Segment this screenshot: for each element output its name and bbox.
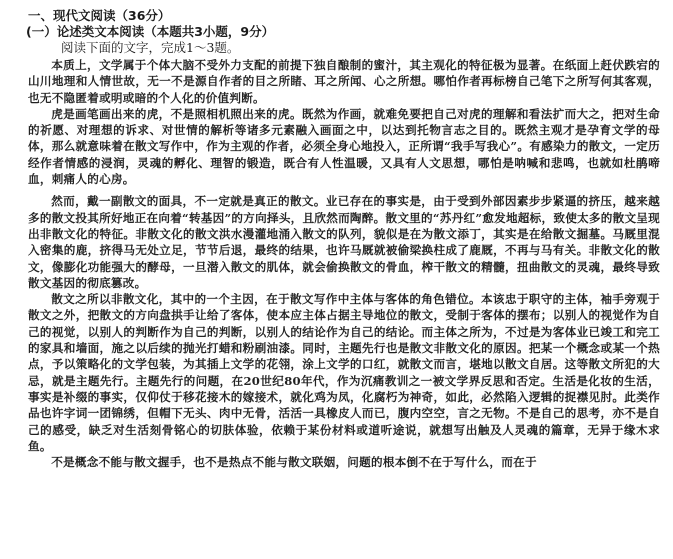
reading-instruction: 阅读下面的文字，完成1～3题。	[61, 40, 240, 55]
paragraph-5: 不是概念不能与散文握手，也不是热点不能与散文联姻，问题的根本倒不在于写什么，而在于	[51, 455, 537, 470]
article-body	[28, 57, 660, 470]
section-heading: 一、现代文阅读（36分）	[28, 8, 171, 23]
paragraph-2: 虎是画笔画出来的虎，不是照相机照出来的虎。既然为作画，就难免要把自己对虎的理解和看法扩而大之，把对生命的祈愿、对理想的诉求、对世情的解析等诸多元素融入画面之中，以达到托物言志之目的。既然主观才是孕育文学的母体，那么就意味着在散文写作中，作为主观的作者，必须全身心地投入，正所谓“我手写我心”。有感染力的散文，一定历经作者情感的浸润，灵魂的孵化、理智的锻造，既合有人性温暖，又具有人文思想，哪怕是呐喊和悲鸣，也就如杜鹃啼血，刺痛人的心房。	[28, 106, 660, 187]
paragraph-4: 散文之所以非散文化，其中的一个主因，在于散文写作中主体与客体的角色错位。本该忠于职守的主体，袖手旁观于散文之外，把散文的方向盘拱手让给了客体，使本应主体占据主导地位的散文，受制于客体的摆布；以别人的视觉作为自己的视觉，以别人的判断作为自己的判断，以别人的结论作为自己的结论。而主体之所为，不过是为客体业已竣工和完工的家具和墙面，施之以后续的抛光打蜡和粉刷油漆。同时，主题先行也是散文非散文化的原因。把某一个概念或某一个热点，予以策略化的文学包装，为其插上文学的花翎，涂上文学的口红，就散文而言，堪地以散文自居。这等散文所犯的大忌，就是主题先行。主题先行的问题，在20世纪80年代，作为沉痛教训之一被文学界反思和否定。生活是化妆的生活，事实是补缀的事实，仅仰仗于移花接木的嫁接术，就化鸡为凤，化腐朽为神奇，如此，必然陷入逻辑的捉襟见肘。此类作品也许字词一团锦绣，但帽下无头、肉中无骨，活活一具橡皮人而已，腹内空空，言之无物。不是自己的思考，亦不是自己的感受，缺乏对生活刻骨铭心的切肤体验，依赖于某份材料或道听途说，就想写出触及人灵魂的篇章，无异于缘木求鱼。	[28, 292, 660, 453]
subsection-heading: (一）论述类文本阅读（本题共3小题，9分）	[26, 24, 275, 39]
paragraph-3: 然而，戴一副散文的面具，不一定就是真正的散文。业已存在的事实是，由于受到外部因素步步紧逼的挤压，越来越多的散文投其所好地正在向着“转基因”的方向择头，且欣然而陶醉。散文里的“苏丹红”愈发地超标，致使太多的散文呈现出非散文化的特征。非散文化的散文洪水漫灌地涌入散文的队列，貌似是在为散文添丁，其实是在给散文掘墓。马厩里混入密集的鹿，挤得马无处立足，节节后退，最终的结果，也许马厩就被偷梁换柱成了鹿厩，不再与马有关。非散文化的散文，像膨化功能强大的酵母，一旦潜入散文的肌体，就会偷换散文的骨血，榨干散文的精髓，扭曲散文的灵魂，最终导致散文基因的彻底篡改。	[28, 194, 660, 290]
document-page	[28, 8, 660, 470]
paragraph-1: 本质上，文学属于个体大脑不受外力支配的前提下独自酿制的蜜汁，其主观化的特征极为显著。在纸面上赶伏跌宕的山川地理和人情世故，无一不是源自作者的目之所睹、耳之所闻、心之所想。哪怕作者再标榜自己笔下之所写何其客观，也无不隐匿着或明或暗的个人化的价值判断。	[28, 58, 660, 105]
